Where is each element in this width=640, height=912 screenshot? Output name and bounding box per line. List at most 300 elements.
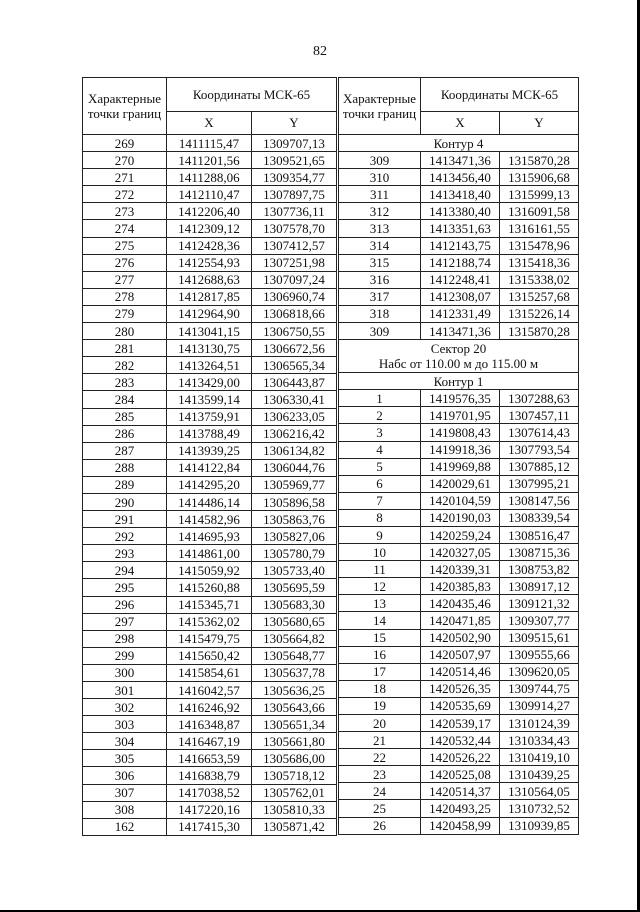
y-coordinate: 1306960,74	[252, 288, 337, 305]
x-coordinate: 1420385,83	[421, 578, 500, 595]
point-number: 292	[83, 528, 167, 545]
point-number: 8	[339, 509, 421, 526]
x-coordinate: 1420190,03	[421, 509, 500, 526]
y-coordinate: 1308147,56	[500, 492, 579, 509]
table-row	[83, 271, 337, 288]
table-row	[83, 630, 337, 647]
y-coordinate: 1306044,76	[252, 459, 337, 476]
table-row	[83, 408, 337, 425]
y-coordinate: 1305651,34	[252, 716, 337, 733]
x-coordinate: 1412688,63	[167, 271, 252, 288]
point-number: 317	[339, 288, 421, 305]
header-x: X	[421, 111, 500, 134]
point-number: 278	[83, 288, 167, 305]
y-coordinate: 1307793,54	[500, 441, 579, 458]
x-coordinate: 1414122,84	[167, 459, 252, 476]
x-coordinate: 1420339,31	[421, 561, 500, 578]
table-row	[339, 509, 579, 526]
y-coordinate: 1305733,40	[252, 562, 337, 579]
y-coordinate: 1308753,82	[500, 561, 579, 578]
y-coordinate: 1305643,66	[252, 699, 337, 716]
x-coordinate: 1420514,46	[421, 663, 500, 680]
y-coordinate: 1310939,85	[500, 817, 579, 834]
x-coordinate: 1416838,79	[167, 767, 252, 784]
table-row	[339, 288, 579, 305]
right-coordinates-table	[338, 77, 579, 835]
x-coordinate: 1412964,90	[167, 305, 252, 322]
table-row	[83, 664, 337, 681]
table-row	[339, 475, 579, 492]
x-coordinate: 1413041,15	[167, 323, 252, 340]
y-coordinate: 1315870,28	[500, 323, 579, 340]
point-number: 3	[339, 424, 421, 441]
table-row	[339, 680, 579, 697]
y-coordinate: 1305810,33	[252, 801, 337, 818]
table-row	[83, 545, 337, 562]
x-coordinate: 1412817,85	[167, 288, 252, 305]
table-row	[83, 562, 337, 579]
table-row	[83, 254, 337, 271]
x-coordinate: 1413380,40	[421, 203, 500, 220]
point-number: 17	[339, 663, 421, 680]
x-coordinate: 1420104,59	[421, 492, 500, 509]
y-coordinate: 1307457,11	[500, 407, 579, 424]
table-row	[339, 271, 579, 288]
point-number: 302	[83, 699, 167, 716]
table-row	[83, 357, 337, 374]
point-number: 272	[83, 186, 167, 203]
table-row	[83, 186, 337, 203]
point-number: 9	[339, 526, 421, 543]
y-coordinate: 1305664,82	[252, 630, 337, 647]
page-number: 82	[313, 44, 327, 59]
point-number: 275	[83, 237, 167, 254]
x-coordinate: 1413130,75	[167, 340, 252, 357]
x-coordinate: 1412308,07	[421, 288, 500, 305]
point-number: 13	[339, 595, 421, 612]
point-number: 6	[339, 475, 421, 492]
y-coordinate: 1307736,11	[252, 203, 337, 220]
point-number: 26	[339, 817, 421, 834]
left-coordinates-table	[82, 77, 337, 836]
x-coordinate: 1420535,69	[421, 697, 500, 714]
table-row	[83, 169, 337, 186]
x-coordinate: 1419918,36	[421, 441, 500, 458]
table-row	[83, 682, 337, 699]
contour-1-label: Контур 1	[339, 373, 579, 390]
point-number: 311	[339, 186, 421, 203]
table-row	[83, 323, 337, 340]
sector-block	[339, 340, 579, 390]
y-coordinate: 1306750,55	[252, 323, 337, 340]
table-row	[83, 784, 337, 801]
x-coordinate: 1416348,87	[167, 716, 252, 733]
point-number: 283	[83, 374, 167, 391]
x-coordinate: 1413351,63	[421, 220, 500, 237]
x-coordinate: 1420514,37	[421, 783, 500, 800]
point-number: 318	[339, 305, 421, 322]
x-coordinate: 1413788,49	[167, 425, 252, 442]
x-coordinate: 1414582,96	[167, 511, 252, 528]
x-coordinate: 1412309,12	[167, 220, 252, 237]
table-row	[339, 544, 579, 561]
y-coordinate: 1307614,43	[500, 424, 579, 441]
x-coordinate: 1419576,35	[421, 390, 500, 407]
x-coordinate: 1413471,36	[421, 152, 500, 169]
table-row	[83, 493, 337, 510]
y-coordinate: 1307097,24	[252, 271, 337, 288]
point-number: 309	[339, 152, 421, 169]
table-row	[339, 766, 579, 783]
point-number: 277	[83, 271, 167, 288]
x-coordinate: 1414486,14	[167, 493, 252, 510]
point-number: 309	[339, 323, 421, 340]
table-row	[83, 716, 337, 733]
header-coords: Координаты МСК-65	[167, 78, 337, 112]
y-coordinate: 1310732,52	[500, 800, 579, 817]
x-coordinate: 1414861,00	[167, 545, 252, 562]
y-coordinate: 1307578,70	[252, 220, 337, 237]
sector-subtitle: Набс от 110.00 м до 115.00 м	[378, 356, 539, 372]
point-number: 308	[83, 801, 167, 818]
point-number: 4	[339, 441, 421, 458]
table-row	[83, 699, 337, 716]
y-coordinate: 1306565,34	[252, 357, 337, 374]
table-row	[339, 458, 579, 475]
point-number: 316	[339, 271, 421, 288]
x-coordinate: 1416467,19	[167, 733, 252, 750]
table-row	[83, 459, 337, 476]
x-coordinate: 1417038,52	[167, 784, 252, 801]
table-row	[83, 425, 337, 442]
table-row	[83, 818, 337, 835]
point-number: 15	[339, 629, 421, 646]
y-coordinate: 1305871,42	[252, 818, 337, 835]
y-coordinate: 1309744,75	[500, 680, 579, 697]
y-coordinate: 1305683,30	[252, 596, 337, 613]
y-coordinate: 1315999,13	[500, 186, 579, 203]
x-coordinate: 1420507,97	[421, 646, 500, 663]
y-coordinate: 1305762,01	[252, 784, 337, 801]
x-coordinate: 1415260,88	[167, 579, 252, 596]
table-row	[83, 750, 337, 767]
point-number: 24	[339, 783, 421, 800]
x-coordinate: 1413429,00	[167, 374, 252, 391]
point-number: 286	[83, 425, 167, 442]
x-coordinate: 1420435,46	[421, 595, 500, 612]
y-coordinate: 1307885,12	[500, 458, 579, 475]
point-number: 7	[339, 492, 421, 509]
table-row	[339, 186, 579, 203]
point-number: 281	[83, 340, 167, 357]
x-coordinate: 1415345,71	[167, 596, 252, 613]
point-number: 21	[339, 732, 421, 749]
x-coordinate: 1417220,16	[167, 801, 252, 818]
point-number: 19	[339, 697, 421, 714]
point-number: 295	[83, 579, 167, 596]
x-coordinate: 1415479,75	[167, 630, 252, 647]
point-number: 304	[83, 733, 167, 750]
table-row	[339, 169, 579, 186]
x-coordinate: 1415362,02	[167, 613, 252, 630]
point-number: 287	[83, 442, 167, 459]
sector-title: Сектор 20	[430, 341, 487, 357]
section-row	[339, 373, 579, 390]
section-row	[339, 340, 579, 373]
y-coordinate: 1306134,82	[252, 442, 337, 459]
x-coordinate: 1412188,74	[421, 254, 500, 271]
y-coordinate: 1305780,79	[252, 545, 337, 562]
table-row	[83, 442, 337, 459]
y-coordinate: 1306330,41	[252, 391, 337, 408]
y-coordinate: 1309121,32	[500, 595, 579, 612]
x-coordinate: 1420259,24	[421, 526, 500, 543]
y-coordinate: 1307995,21	[500, 475, 579, 492]
table-row	[83, 135, 337, 152]
x-coordinate: 1411115,47	[167, 135, 252, 152]
point-number: 276	[83, 254, 167, 271]
point-number: 12	[339, 578, 421, 595]
y-coordinate: 1309307,77	[500, 612, 579, 629]
y-coordinate: 1310419,10	[500, 749, 579, 766]
table-row	[339, 646, 579, 663]
point-number: 288	[83, 459, 167, 476]
point-number: 279	[83, 305, 167, 322]
table-row	[83, 613, 337, 630]
y-coordinate: 1305686,00	[252, 750, 337, 767]
y-coordinate: 1308917,12	[500, 578, 579, 595]
x-coordinate: 1415854,61	[167, 664, 252, 681]
table-row	[339, 578, 579, 595]
table-row	[83, 511, 337, 528]
x-coordinate: 1420526,35	[421, 680, 500, 697]
point-number: 22	[339, 749, 421, 766]
contour-4-label: Контур 4	[339, 135, 579, 152]
y-coordinate: 1315906,68	[500, 169, 579, 186]
table-row	[83, 288, 337, 305]
x-coordinate: 1413599,14	[167, 391, 252, 408]
table-row	[83, 220, 337, 237]
y-coordinate: 1309555,66	[500, 646, 579, 663]
table-row	[83, 528, 337, 545]
table-row	[339, 424, 579, 441]
x-coordinate: 1416246,92	[167, 699, 252, 716]
y-coordinate: 1306818,66	[252, 305, 337, 322]
point-number: 298	[83, 630, 167, 647]
point-number: 303	[83, 716, 167, 733]
x-coordinate: 1413759,91	[167, 408, 252, 425]
table-row	[339, 732, 579, 749]
table-row	[339, 663, 579, 680]
table-row	[339, 152, 579, 169]
header-points: Характерные точки границ	[339, 78, 421, 135]
table-row	[339, 697, 579, 714]
y-coordinate: 1305969,77	[252, 476, 337, 493]
y-coordinate: 1310334,43	[500, 732, 579, 749]
x-coordinate: 1420327,05	[421, 544, 500, 561]
point-number: 162	[83, 818, 167, 835]
table-row	[339, 715, 579, 732]
table-row	[339, 526, 579, 543]
point-number: 11	[339, 561, 421, 578]
table-row	[83, 391, 337, 408]
table-row	[339, 800, 579, 817]
point-number: 271	[83, 169, 167, 186]
table-row	[83, 476, 337, 493]
x-coordinate: 1413264,51	[167, 357, 252, 374]
y-coordinate: 1305680,65	[252, 613, 337, 630]
point-number: 299	[83, 647, 167, 664]
y-coordinate: 1308516,47	[500, 526, 579, 543]
table-row	[83, 647, 337, 664]
table-row	[339, 441, 579, 458]
point-number: 310	[339, 169, 421, 186]
x-coordinate: 1420502,90	[421, 629, 500, 646]
point-number: 23	[339, 766, 421, 783]
x-coordinate: 1417415,30	[167, 818, 252, 835]
y-coordinate: 1306672,56	[252, 340, 337, 357]
table-row	[83, 152, 337, 169]
contour-4-rows	[339, 152, 579, 340]
x-coordinate: 1412248,41	[421, 271, 500, 288]
point-number: 18	[339, 680, 421, 697]
y-coordinate: 1305637,78	[252, 664, 337, 681]
table-row	[339, 203, 579, 220]
table-row	[339, 220, 579, 237]
table-row	[83, 374, 337, 391]
y-coordinate: 1305863,76	[252, 511, 337, 528]
table-row	[339, 629, 579, 646]
y-coordinate: 1310564,05	[500, 783, 579, 800]
table-row	[339, 323, 579, 340]
point-number: 10	[339, 544, 421, 561]
y-coordinate: 1316091,58	[500, 203, 579, 220]
point-number: 300	[83, 664, 167, 681]
right-table-body	[339, 135, 579, 152]
table-row	[339, 612, 579, 629]
x-coordinate: 1412110,47	[167, 186, 252, 203]
x-coordinate: 1420525,08	[421, 766, 500, 783]
y-coordinate: 1305648,77	[252, 647, 337, 664]
table-row	[339, 407, 579, 424]
x-coordinate: 1414695,93	[167, 528, 252, 545]
point-number: 293	[83, 545, 167, 562]
point-number: 290	[83, 493, 167, 510]
y-coordinate: 1309914,27	[500, 697, 579, 714]
point-number: 314	[339, 237, 421, 254]
x-coordinate: 1413418,40	[421, 186, 500, 203]
point-number: 294	[83, 562, 167, 579]
x-coordinate: 1415650,42	[167, 647, 252, 664]
y-coordinate: 1315257,68	[500, 288, 579, 305]
table-row	[339, 783, 579, 800]
table-row	[83, 305, 337, 322]
x-coordinate: 1420532,44	[421, 732, 500, 749]
x-coordinate: 1411288,06	[167, 169, 252, 186]
y-coordinate: 1315338,02	[500, 271, 579, 288]
y-coordinate: 1309354,77	[252, 169, 337, 186]
x-coordinate: 1420539,17	[421, 715, 500, 732]
point-number: 20	[339, 715, 421, 732]
y-coordinate: 1307288,63	[500, 390, 579, 407]
point-number: 273	[83, 203, 167, 220]
x-coordinate: 1419701,95	[421, 407, 500, 424]
x-coordinate: 1413471,36	[421, 323, 500, 340]
y-coordinate: 1307251,98	[252, 254, 337, 271]
y-coordinate: 1309707,13	[252, 135, 337, 152]
table-row	[339, 254, 579, 271]
point-number: 2	[339, 407, 421, 424]
table-row	[339, 749, 579, 766]
x-coordinate: 1420029,61	[421, 475, 500, 492]
x-coordinate: 1412428,36	[167, 237, 252, 254]
point-number: 296	[83, 596, 167, 613]
y-coordinate: 1310439,25	[500, 766, 579, 783]
y-coordinate: 1309515,61	[500, 629, 579, 646]
point-number: 301	[83, 682, 167, 699]
header-coords: Координаты МСК-65	[421, 78, 579, 112]
point-number: 312	[339, 203, 421, 220]
point-number: 1	[339, 390, 421, 407]
point-number: 306	[83, 767, 167, 784]
section-row	[339, 135, 579, 152]
x-coordinate: 1411201,56	[167, 152, 252, 169]
y-coordinate: 1305695,59	[252, 579, 337, 596]
y-coordinate: 1308339,54	[500, 509, 579, 526]
y-coordinate: 1309521,65	[252, 152, 337, 169]
header-points: Характерные точки границ	[83, 78, 167, 135]
y-coordinate: 1305661,80	[252, 733, 337, 750]
table-row	[339, 492, 579, 509]
contour-1-rows	[339, 390, 579, 834]
point-number: 307	[83, 784, 167, 801]
y-coordinate: 1306233,05	[252, 408, 337, 425]
point-number: 289	[83, 476, 167, 493]
point-number: 25	[339, 800, 421, 817]
y-coordinate: 1306443,87	[252, 374, 337, 391]
x-coordinate: 1412554,93	[167, 254, 252, 271]
point-number: 305	[83, 750, 167, 767]
x-coordinate: 1420526,22	[421, 749, 500, 766]
point-number: 280	[83, 323, 167, 340]
table-row	[339, 305, 579, 322]
header-x: X	[167, 111, 252, 134]
table-row	[83, 237, 337, 254]
left-table-body	[83, 135, 337, 836]
table-row	[83, 203, 337, 220]
point-number: 270	[83, 152, 167, 169]
x-coordinate: 1415059,92	[167, 562, 252, 579]
x-coordinate: 1416042,57	[167, 682, 252, 699]
header-y: Y	[252, 111, 337, 134]
x-coordinate: 1416653,59	[167, 750, 252, 767]
point-number: 315	[339, 254, 421, 271]
point-number: 313	[339, 220, 421, 237]
x-coordinate: 1420458,99	[421, 817, 500, 834]
table-row	[83, 596, 337, 613]
point-number: 285	[83, 408, 167, 425]
point-number: 274	[83, 220, 167, 237]
x-coordinate: 1413939,25	[167, 442, 252, 459]
header-y: Y	[500, 111, 579, 134]
sector-label	[339, 340, 579, 373]
y-coordinate: 1307412,57	[252, 237, 337, 254]
y-coordinate: 1305636,25	[252, 682, 337, 699]
y-coordinate: 1315418,36	[500, 254, 579, 271]
table-row	[339, 237, 579, 254]
point-number: 291	[83, 511, 167, 528]
x-coordinate: 1412143,75	[421, 237, 500, 254]
